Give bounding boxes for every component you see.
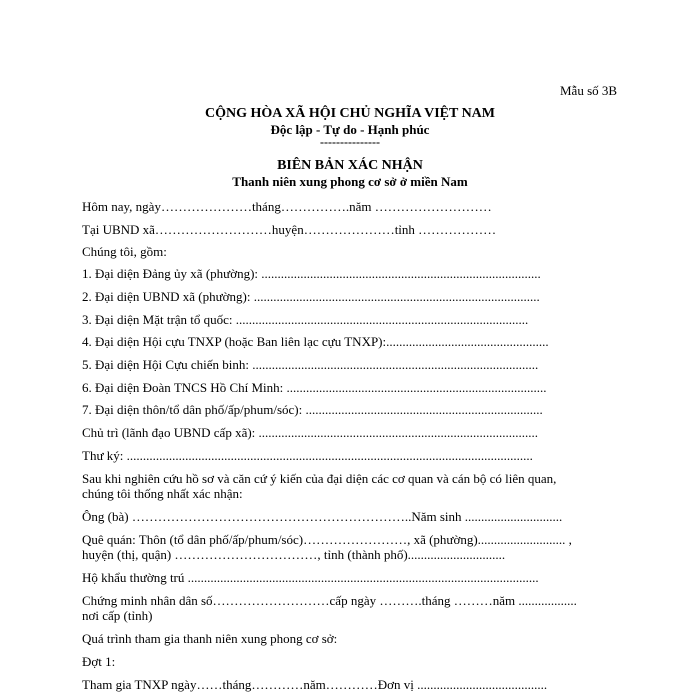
representative-village: 7. Đại diện thôn/tổ dân phố/ấp/phum/sóc): ......................................................................... [82, 402, 543, 417]
location-line: Tại UBND xã………………………huyện…………………tỉnh ……………… [82, 222, 497, 237]
representative-peoples-committee: 2. Đại diện UBND xã (phường): ........................................................................................ [82, 289, 540, 304]
residence-line: Hộ khẩu thường trú ............................................................................................................ [82, 570, 539, 585]
chair-line: Chủ trì (lãnh đạo UBND cấp xã): ...................................................................................... [82, 425, 539, 440]
id-card-line-2: nơi cấp (tỉnh) [82, 608, 153, 623]
representative-youth-union: 6. Đại diện Đoàn TNCS Hồ Chí Minh: ................................................................................ [82, 380, 547, 395]
representative-veterans: 5. Đại diện Hội Cựu chiến binh: ........................................................................................ [82, 357, 539, 372]
national-motto: Độc lập - Tự do - Hạnh phúc [270, 122, 430, 137]
representative-party: 1. Đại diện Đảng ủy xã (phường): ...................................................................................... [82, 266, 541, 281]
date-line: Hôm nay, ngày…………………tháng…………….năm ……………………… [82, 199, 492, 214]
document-title: BIÊN BẢN XÁC NHẬN [277, 158, 423, 173]
process-heading: Quá trình tham gia thanh niên xung phong cơ sở: [82, 631, 338, 646]
person-name-line: Ông (bà) ………………………………………………………..Năm sinh .............................. [82, 509, 563, 524]
hometown-line-2: huyện (thị, quận) ……………………………, tỉnh (thành phố).............................. [82, 547, 506, 562]
representative-fatherland-front: 3. Đại diện Mặt trận tổ quốc: .......................................................................................... [82, 312, 529, 327]
secretary-line: Thư ký: ............................................................................................................................. [82, 448, 533, 463]
header-separator: --------------- [320, 135, 380, 149]
statement-line-2: chúng tôi thống nhất xác nhận: [82, 486, 243, 501]
hometown-line-1: Quê quán: Thôn (tổ dân phố/ấp/phum/sóc)……………………, xã (phường)........................... , [82, 532, 572, 547]
representative-veteran-youth: 4. Đại diện Hội cựu TNXP (hoặc Ban liên lạc cựu TNXP):.................................................. [82, 334, 549, 349]
form-number: Mẫu số 3B [560, 83, 618, 98]
phase-1-heading: Đợt 1: [82, 654, 116, 669]
join-date-line: Tham gia TNXP ngày……tháng…………năm…………Đơn vị ........................................ [82, 677, 548, 692]
document-subtitle: Thanh niên xung phong cơ sở ở miền Nam [232, 174, 468, 189]
id-card-line-1: Chứng minh nhân dân số………………………cấp ngày ……….tháng ………năm .................. [82, 593, 577, 608]
statement-line-1: Sau khi nghiên cứu hồ sơ và căn cứ ý kiến của đại diện các cơ quan và cán bộ có liên quan, [82, 471, 557, 486]
country-name: CỘNG HÒA XÃ HỘI CHỦ NGHĨA VIỆT NAM [204, 106, 495, 121]
attendees-heading: Chúng tôi, gồm: [82, 244, 167, 259]
